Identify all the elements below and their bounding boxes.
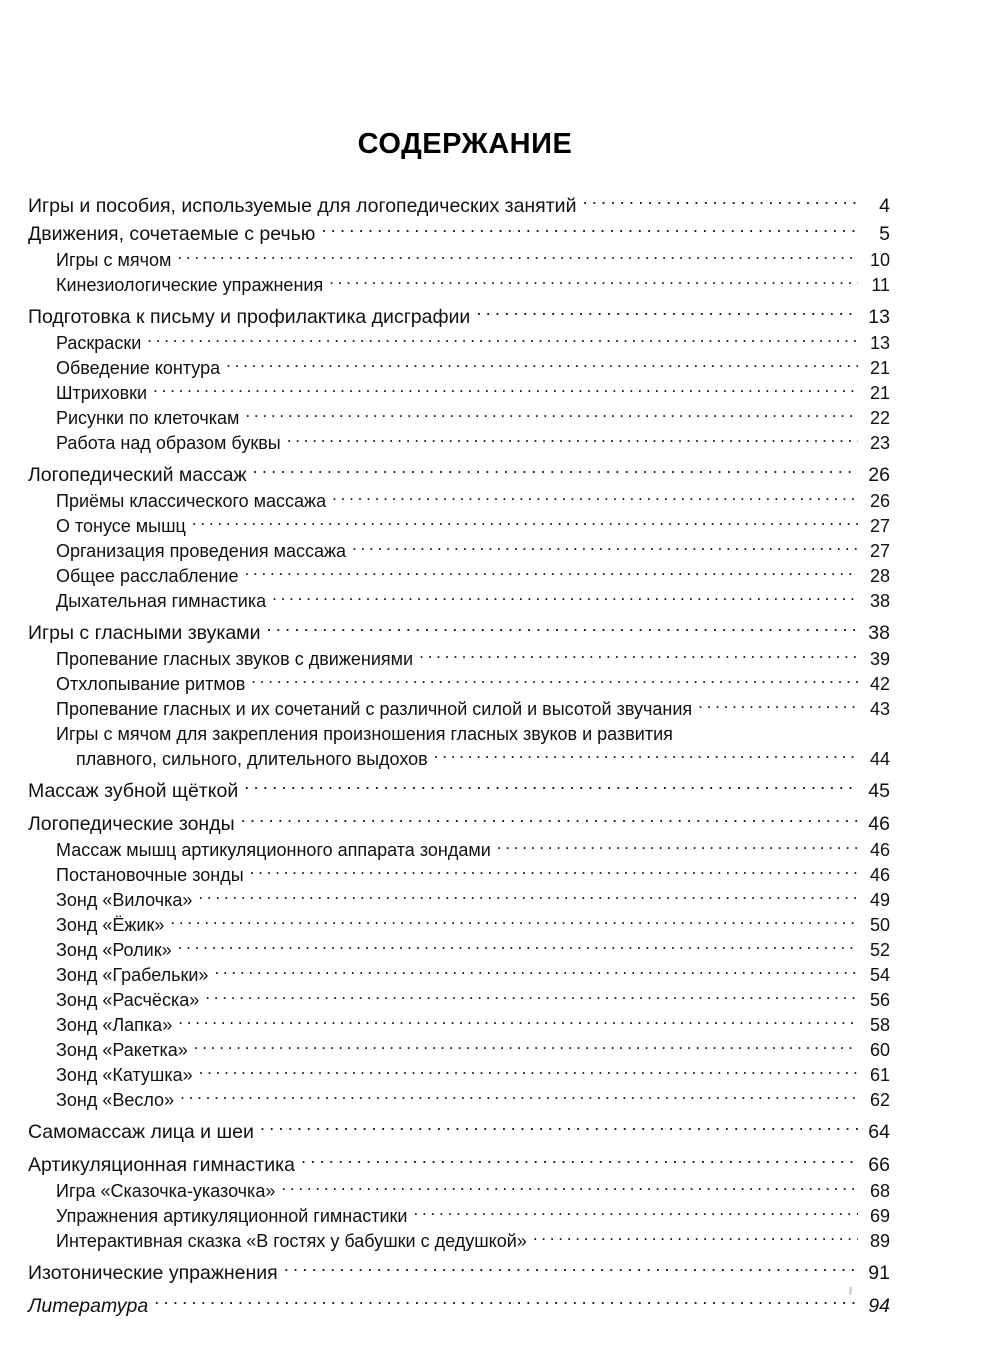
- toc-entry[interactable]: [28, 356, 890, 381]
- toc-dot-leader: [178, 1013, 858, 1031]
- toc-dot-leader: [321, 221, 858, 241]
- toc-entry-title: Массаж зубной щёткой: [28, 780, 239, 802]
- toc-entry[interactable]: [28, 619, 890, 647]
- toc-entry-page-number: 45: [868, 780, 890, 802]
- toc-entry[interactable]: [28, 1292, 890, 1320]
- toc-entry-page-number: 52: [869, 940, 890, 960]
- toc-entry-page-number: 39: [869, 649, 890, 669]
- toc-entry-page-number: 13: [868, 306, 890, 328]
- toc-entry-title: Общее расслабление: [56, 566, 239, 586]
- toc-entry-page-number: 69: [869, 1206, 890, 1226]
- toc-entry[interactable]: [28, 672, 890, 697]
- toc-entry-title: Зонд «Грабельки»: [56, 965, 209, 985]
- toc-dot-leader: [260, 1119, 858, 1139]
- toc-entry[interactable]: [28, 913, 890, 938]
- toc-entry-title: Постановочные зонды: [56, 865, 244, 885]
- toc-entry-page-number: 22: [869, 408, 890, 428]
- toc-entry-page-number: 46: [869, 840, 890, 860]
- toc-entry-page-number: 94: [868, 1295, 890, 1317]
- toc-entry-page-number: 54: [869, 965, 890, 985]
- toc-entry-page-number: 28: [869, 566, 890, 586]
- toc-dot-leader: [413, 1204, 858, 1222]
- toc-dot-leader: [698, 697, 858, 715]
- toc-entry[interactable]: [28, 1204, 890, 1229]
- toc-entry-page-number: 38: [869, 591, 890, 611]
- toc-entry[interactable]: [28, 1259, 890, 1287]
- toc-entry-title: Игры с мячом для закрепления произношения гласных звуков и развития: [56, 724, 673, 744]
- toc-dot-leader: [332, 489, 858, 507]
- toc-entry-page-number: 10: [869, 250, 890, 270]
- toc-dot-leader: [180, 1088, 858, 1106]
- toc-entry-page-number: 89: [869, 1231, 890, 1251]
- toc-entry-page-number: 46: [868, 813, 890, 835]
- toc-entry-title: Интерактивная сказка «В гостях у бабушки с дедушкой»: [56, 1231, 527, 1251]
- toc-dot-leader: [582, 193, 858, 213]
- toc-entry-title: Организация проведения массажа: [56, 541, 347, 561]
- toc-entry-title: Артикуляционная гимнастика: [28, 1154, 295, 1176]
- toc-dot-leader: [244, 778, 858, 798]
- toc-entry[interactable]: [28, 431, 890, 456]
- toc-entry-page-number: 23: [869, 433, 890, 453]
- toc-entry-page-number: 11: [871, 275, 890, 295]
- toc-entry-title: Массаж мышц артикуляционного аппарата зондами: [56, 840, 491, 860]
- toc-entry[interactable]: [28, 863, 890, 888]
- toc-entry-page-number: 49: [869, 890, 890, 910]
- toc-entry[interactable]: [28, 838, 890, 863]
- toc-entry-page-number: 68: [869, 1181, 890, 1201]
- toc-dot-leader: [281, 1179, 858, 1197]
- toc-entry-title: Логопедический массаж: [28, 464, 247, 486]
- toc-dot-leader: [272, 589, 858, 607]
- toc-dot-leader: [199, 1063, 858, 1081]
- toc-entry-page-number: 5: [879, 223, 890, 245]
- toc-entry-page-number: 62: [869, 1090, 890, 1110]
- toc-entry-page-number: 21: [869, 383, 890, 403]
- toc-entry-page-number: 56: [869, 990, 890, 1010]
- toc-entry[interactable]: [28, 1151, 890, 1179]
- toc-entry-title: О тонусе мышц: [56, 516, 186, 536]
- toc-dot-leader: [198, 888, 858, 906]
- toc-entry[interactable]: [28, 1088, 890, 1113]
- toc-entry-page-number: 38: [868, 622, 890, 644]
- toc-entry[interactable]: [28, 777, 890, 805]
- toc-entry-title: Подготовка к письму и профилактика дисграфии: [28, 306, 471, 328]
- toc-entry[interactable]: [28, 888, 890, 913]
- toc-entry-page-number: 58: [869, 1015, 890, 1035]
- toc-dot-leader: [434, 747, 858, 765]
- toc-dot-leader: [245, 564, 859, 582]
- toc-entry[interactable]: [28, 988, 890, 1013]
- toc-entry[interactable]: [28, 248, 890, 273]
- toc-entry-title: Зонд «Катушка»: [56, 1065, 193, 1085]
- toc-entry-page-number: 26: [869, 491, 890, 511]
- toc-entry-title: Самомассаж лица и шеи: [28, 1121, 254, 1143]
- toc-entry[interactable]: [28, 331, 890, 356]
- toc-entry-title: Зонд «Расчёска»: [56, 990, 200, 1010]
- toc-entry-title: Зонд «Весло»: [56, 1090, 175, 1110]
- toc-entry[interactable]: [28, 1038, 890, 1063]
- toc-dot-leader: [177, 248, 858, 266]
- toc-dot-leader: [533, 1229, 858, 1247]
- toc-entry-title: Пропевание гласных и их сочетаний с различной силой и высотой звучания: [56, 699, 693, 719]
- table-of-contents-list: [28, 192, 890, 1320]
- toc-dot-leader: [241, 811, 858, 831]
- toc-entry[interactable]: [28, 564, 890, 589]
- toc-dot-leader: [266, 620, 858, 640]
- toc-entry[interactable]: [28, 938, 890, 963]
- toc-dot-leader: [284, 1260, 858, 1280]
- toc-entry-title: Игры и пособия, используемые для логопедических занятий: [28, 195, 577, 217]
- toc-entry[interactable]: [28, 1229, 890, 1254]
- toc-entry-title: Упражнения артикуляционной гимнастики: [56, 1206, 408, 1226]
- toc-entry[interactable]: [28, 381, 890, 406]
- toc-entry[interactable]: [28, 220, 890, 248]
- toc-dot-leader: [170, 913, 858, 931]
- toc-entry-title: Игры с мячом: [56, 250, 172, 270]
- toc-entry[interactable]: [28, 461, 890, 489]
- toc-entry-title: Игра «Сказочка-указочка»: [56, 1181, 276, 1201]
- toc-entry-title: Приёмы классического массажа: [56, 491, 327, 511]
- toc-entry[interactable]: [28, 747, 890, 772]
- toc-entry-title: Литература: [28, 1295, 149, 1317]
- toc-entry-page-number: 27: [869, 516, 890, 536]
- toc-entry-title: плавного, сильного, длительного выдохов: [76, 749, 428, 769]
- toc-entry[interactable]: [28, 514, 890, 539]
- toc-entry-title: Рисунки по клеточкам: [56, 408, 240, 428]
- toc-dot-leader: [497, 838, 858, 856]
- toc-entry-page-number: 27: [869, 541, 890, 561]
- toc-dot-leader: [214, 963, 858, 981]
- toc-entry-title: Работа над образом буквы: [56, 433, 281, 453]
- toc-entry-title: Зонд «Вилочка»: [56, 890, 193, 910]
- toc-dot-leader: [419, 647, 858, 665]
- toc-entry-title: Дыхательная гимнастика: [56, 591, 267, 611]
- toc-dot-leader: [251, 672, 858, 690]
- toc-entry-title: Изотонические упражнения: [28, 1262, 278, 1284]
- toc-entry-title: Зонд «Лапка»: [56, 1015, 173, 1035]
- toc-entry[interactable]: [28, 1063, 890, 1088]
- toc-dot-leader: [192, 514, 858, 532]
- toc-entry[interactable]: [28, 406, 890, 431]
- toc-entry-title: Игры с гласными звуками: [28, 622, 261, 644]
- toc-dot-leader: [194, 1038, 858, 1056]
- toc-entry[interactable]: [28, 722, 890, 747]
- toc-dot-leader: [329, 273, 858, 291]
- toc-entry-title: Движения, сочетаемые с речью: [28, 223, 316, 245]
- toc-entry-title: Зонд «Ёжик»: [56, 915, 165, 935]
- toc-dot-leader: [301, 1152, 858, 1172]
- toc-entry-page-number: 91: [868, 1262, 890, 1284]
- toc-entry-page-number: 13: [869, 333, 890, 353]
- toc-dot-leader: [250, 863, 858, 881]
- toc-entry-title: Зонд «Ролик»: [56, 940, 172, 960]
- toc-entry-page-number: 60: [869, 1040, 890, 1060]
- toc-entry-page-number: 4: [879, 195, 890, 217]
- toc-entry-page-number: 61: [869, 1065, 890, 1085]
- toc-entry[interactable]: [28, 963, 890, 988]
- toc-entry-title: Логопедические зонды: [28, 813, 235, 835]
- toc-entry-page-number: 43: [869, 699, 890, 719]
- toc-dot-leader: [352, 539, 858, 557]
- toc-entry[interactable]: [28, 1118, 890, 1146]
- toc-entry-title: Обведение контура: [56, 358, 221, 378]
- toc-dot-leader: [226, 356, 858, 374]
- toc-entry-title: Зонд «Ракетка»: [56, 1040, 188, 1060]
- toc-entry-page-number: 21: [869, 358, 890, 378]
- toc-entry-page-number: 50: [869, 915, 890, 935]
- toc-dot-leader: [287, 431, 858, 449]
- toc-entry-page-number: 42: [869, 674, 890, 694]
- toc-dot-leader: [147, 331, 858, 349]
- toc-entry[interactable]: [28, 1179, 890, 1204]
- toc-entry-page-number: 46: [869, 865, 890, 885]
- toc-dot-leader: [253, 462, 858, 482]
- toc-entry[interactable]: [28, 539, 890, 564]
- toc-entry[interactable]: [28, 192, 890, 220]
- toc-entry-page-number: 44: [869, 749, 890, 769]
- toc-entry-title: Отхлопывание ритмов: [56, 674, 246, 694]
- toc-entry-title: Раскраски: [56, 333, 142, 353]
- toc-entry-title: Кинезиологические упражнения: [56, 275, 324, 295]
- toc-dot-leader: [205, 988, 858, 1006]
- scan-artifact: [849, 1287, 852, 1295]
- toc-entry-title: Пропевание гласных звуков с движениями: [56, 649, 414, 669]
- toc-entry[interactable]: [28, 303, 890, 331]
- toc-entry[interactable]: [28, 697, 890, 722]
- toc-dot-leader: [178, 938, 858, 956]
- toc-entry-page-number: 66: [868, 1154, 890, 1176]
- toc-entry[interactable]: [28, 489, 890, 514]
- toc-dot-leader: [245, 406, 858, 424]
- toc-dot-leader: [153, 381, 858, 399]
- toc-entry-page-number: 64: [868, 1121, 890, 1143]
- page-title: СОДЕРЖАНИЕ: [357, 128, 573, 160]
- toc-entry-page-number: 26: [868, 464, 890, 486]
- toc-dot-leader: [154, 1293, 858, 1313]
- toc-dot-leader: [476, 304, 858, 324]
- toc-entry[interactable]: [28, 1013, 890, 1038]
- toc-entry[interactable]: [28, 273, 890, 298]
- toc-entry-title: Штриховки: [56, 383, 148, 403]
- toc-entry[interactable]: [28, 810, 890, 838]
- toc-entry[interactable]: [28, 589, 890, 614]
- toc-entry[interactable]: [28, 647, 890, 672]
